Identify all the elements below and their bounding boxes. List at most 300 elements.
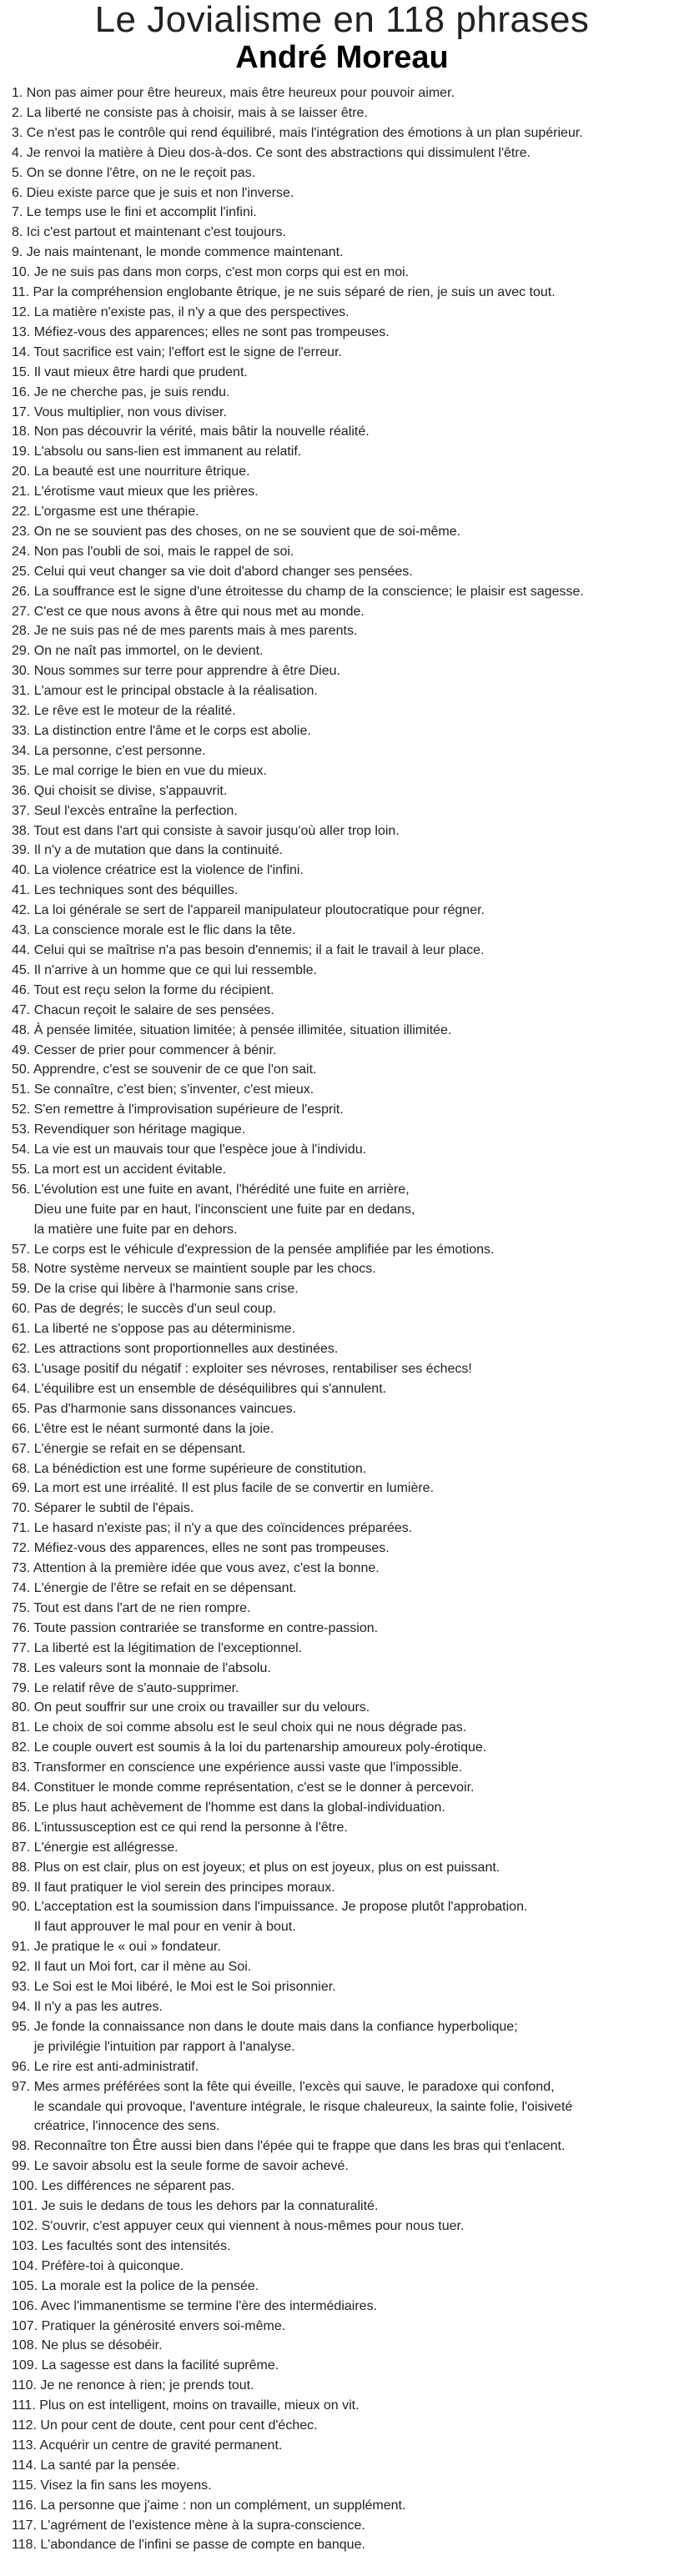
phrase-number: 33.: [12, 724, 34, 738]
phrase-number: 56.: [12, 1182, 34, 1197]
phrase-text: Les attractions sont proportionnelles aux destinées.: [33, 1342, 339, 1357]
phrase-item: [12, 661, 672, 681]
phrase-number: 28.: [12, 624, 34, 639]
phrase-number: 114.: [12, 2458, 41, 2473]
phrase-number: 41.: [12, 883, 34, 898]
phrase-text: Nous sommes sur terre pour apprendre à être Dieu.: [33, 664, 340, 679]
phrase-text: On ne se souvient pas des choses, on ne se souvient que de soi-même.: [33, 524, 461, 539]
phrase-text: L'agrément de l'existence mène à la supra-conscience.: [40, 2518, 365, 2533]
phrase-number: 75.: [12, 1600, 34, 1615]
phrase-text: La souffrance est le signe d'une étroitesse du champ de la conscience; le plaisir est sagesse.: [33, 584, 584, 599]
phrase-item: [12, 1818, 672, 1838]
phrase-text: Il vaut mieux être hardi que prudent.: [33, 364, 248, 379]
phrase-text: Il n'arrive à un homme que ce qui lui ressemble.: [33, 962, 317, 977]
phrase-number: 50.: [12, 1062, 33, 1077]
phrase-number: 85.: [12, 1800, 34, 1815]
phrase-item: [12, 363, 672, 383]
phrase-number: 111.: [12, 2398, 40, 2413]
phrase-item: [12, 2376, 672, 2396]
phrase-number: 99.: [12, 2159, 34, 2174]
phrase-item: [12, 801, 672, 821]
phrase-text: Pas de degrés; le succès d'un seul coup.: [33, 1302, 277, 1317]
phrase-item: [12, 1977, 672, 1997]
phrase-item: [12, 781, 672, 801]
phrase-text: On se donne l'être, on ne le reçoit pas.: [26, 165, 256, 180]
phrase-text: Seul l'excès entraîne la perfection.: [33, 803, 238, 818]
phrase-text: La liberté ne s'oppose pas au déterminisme.: [33, 1322, 296, 1337]
phrase-number: 13.: [12, 324, 34, 339]
phrase-number: 52.: [12, 1102, 34, 1117]
phrase-number: 98.: [12, 2139, 34, 2154]
phrase-number: 31.: [12, 684, 34, 699]
phrase-item: [12, 1957, 672, 1977]
phrase-text: Tout sacrifice est vain; l'effort est le signe de l'erreur.: [33, 344, 342, 359]
phrase-item: [12, 2137, 672, 2157]
phrase-text: La mort est un accident évitable.: [33, 1162, 227, 1177]
phrase-number: 78.: [12, 1660, 34, 1675]
phrase-text: Cesser de prier pour commencer à bénir.: [33, 1042, 277, 1057]
phrase-item: [12, 981, 672, 1001]
phrase-text: La personne que j'aime : non un complément, un supplément.: [40, 2498, 406, 2513]
phrase-text: La mort est une irréalité. Il est plus facile de se convertir en lumière.: [33, 1481, 435, 1496]
phrase-number: 115.: [12, 2478, 41, 2493]
phrase-text: Le couple ouvert est soumis à la loi du partenarship amoureux poly-érotique.: [33, 1740, 487, 1755]
phrase-item: [12, 183, 672, 203]
phrase-text: Je suis le dedans de tous les dehors par la connaturalité.: [41, 2199, 379, 2214]
phrase-text: L'absolu ou sans-lien est immanent au relatif.: [33, 444, 302, 459]
phrase-number: 112.: [12, 2418, 41, 2433]
phrase-item: [12, 2257, 672, 2277]
phrase-item: [12, 741, 672, 761]
phrase-text: La violence créatrice est la violence de l'infini.: [33, 863, 304, 878]
phrase-text: Méfiez-vous des apparences; elles ne sont pas trompeuses.: [33, 324, 390, 339]
phrase-item: [12, 2396, 672, 2416]
phrase-text: Visez la fin sans les moyens.: [40, 2478, 212, 2493]
phrase-item: [12, 1279, 672, 1299]
phrase-item: [12, 1698, 672, 1718]
phrase-item: [12, 1399, 672, 1419]
phrase-item: [12, 263, 672, 283]
phrase-item: [12, 1539, 672, 1559]
phrase-item: [12, 1240, 672, 1260]
phrase-item: [12, 143, 672, 163]
phrase-number: 95.: [12, 2019, 34, 2034]
phrase-number: 82.: [12, 1740, 34, 1755]
phrase-text: Méfiez-vous des apparences, elles ne sont pas trompeuses.: [33, 1541, 390, 1556]
phrase-number: 3.: [12, 125, 27, 140]
phrase-number: 24.: [12, 544, 34, 559]
phrase-item: [12, 2535, 672, 2555]
phrase-item: [12, 83, 672, 103]
phrase-number: 26.: [12, 584, 34, 599]
phrase-text: Qui choisit se divise, s'appauvrit.: [33, 783, 228, 798]
phrase-text: Les valeurs sont la monnaie de l'absolu.: [33, 1660, 271, 1675]
phrase-text: Non pas découvrir la vérité, mais bâtir la nouvelle réalité.: [33, 424, 370, 439]
phrase-text: Celui qui se maîtrise n'a pas besoin d'ennemis; il a fait le travail à leur place.: [33, 942, 485, 957]
phrase-item: [12, 2416, 672, 2436]
phrase-number: 66.: [12, 1421, 34, 1436]
phrase-text: Ici c'est partout et maintenant c'est toujours.: [26, 225, 286, 240]
phrase-number: 54.: [12, 1142, 34, 1157]
phrase-text: Les techniques sont des béquilles.: [33, 883, 239, 898]
phrase-number: 29.: [12, 644, 34, 659]
phrase-number: 92.: [12, 1960, 34, 1975]
phrase-text: L'énergie est allégresse.: [33, 1840, 179, 1855]
phrase-number: 34.: [12, 743, 34, 758]
phrase-text: Le choix de soi comme absolu est le seul choix qui ne nous dégrade pas.: [33, 1720, 467, 1735]
phrase-text: Apprendre, c'est se souvenir de ce que l'on sait.: [33, 1062, 317, 1077]
phrase-text: Le hasard n'existe pas; il n'y a que des coïncidences préparées.: [33, 1521, 413, 1536]
phrase-text: Acquérir un centre de gravité permanent.: [39, 2438, 283, 2453]
phrase-item: [12, 243, 672, 263]
phrase-item: [12, 761, 672, 781]
phrase-item: [12, 2317, 672, 2337]
phrase-text: Reconnaître ton Être aussi bien dans l'épée qui te frappe que dans les bras qui t'enlacent.: [33, 2139, 566, 2154]
phrase-text: S'ouvrir, c'est appuyer ceux qui viennent à nous-mêmes pour nous tuer.: [41, 2218, 465, 2233]
phrase-item: [12, 1758, 672, 1778]
phrase-item: [12, 1419, 672, 1439]
phrase-item: [12, 582, 672, 602]
phrase-number: 107.: [12, 2318, 42, 2333]
phrase-item: [12, 821, 672, 841]
phrase-number: 72.: [12, 1541, 34, 1556]
phrase-text: Le plus haut achèvement de l'homme est dans la global-individuation.: [33, 1800, 445, 1815]
phrase-text: L'abondance de l'infini se passe de compte en banque.: [40, 2538, 365, 2553]
phrase-item: [12, 522, 672, 542]
phrase-text: L'amour est le principal obstacle à la réalisation.: [33, 684, 318, 699]
phrase-text: La personne, c'est personne.: [33, 743, 206, 758]
phrase-item: [12, 442, 672, 462]
phrase-number: 22.: [12, 505, 34, 520]
phrase-item: [12, 681, 672, 701]
phrase-item: [12, 2456, 672, 2476]
phrase-item: [12, 123, 672, 143]
phrase-item: [12, 303, 672, 323]
phrase-item: [12, 403, 672, 423]
phrase-item: [12, 2476, 672, 2496]
phrase-item: [12, 1140, 672, 1160]
phrase-text: Tout est reçu selon la forme du récipient.: [33, 982, 274, 997]
phrase-text: Préfère-toi à quiconque.: [41, 2258, 184, 2273]
phrase-item: [12, 383, 672, 403]
phrase-item: [12, 1479, 672, 1499]
phrase-text: À pensée limitée, situation limitée; à pensée illimitée, situation illimitée.: [33, 1022, 452, 1037]
phrase-number: 74.: [12, 1580, 34, 1595]
phrase-number: 48.: [12, 1022, 34, 1037]
phrase-number: 68.: [12, 1461, 34, 1476]
phrase-number: 71.: [12, 1521, 34, 1536]
phrase-text: Je ne cherche pas, je suis rendu.: [33, 384, 230, 399]
phrase-text: L'équilibre est un ensemble de déséquilibres qui s'annulent.: [33, 1381, 387, 1396]
phrase-text: Tout est dans l'art qui consiste à savoir jusqu'où aller trop loin.: [33, 823, 400, 838]
phrase-item: [12, 2197, 672, 2217]
phrase-text: Je ne suis pas né de mes parents mais à mes parents.: [33, 624, 358, 639]
phrase-number: 80.: [12, 1700, 34, 1715]
phrase-text: Ne plus se désobéir.: [41, 2338, 163, 2353]
phrase-number: 16.: [12, 384, 34, 399]
phrase-item: [12, 1738, 672, 1758]
phrase-number: 32.: [12, 704, 34, 719]
phrase-number: 20.: [12, 464, 34, 480]
phrase-text: Je ne renonce à rien; je prends tout.: [40, 2378, 254, 2393]
phrase-item: [12, 1639, 672, 1659]
phrase-number: 113.: [12, 2438, 40, 2453]
phrase-item: [12, 1519, 672, 1539]
phrase-text: Constituer le monde comme représentation, c'est se le donner à percevoir.: [33, 1780, 475, 1795]
phrase-number: 100.: [12, 2179, 42, 2194]
phrase-number: 64.: [12, 1381, 34, 1396]
phrase-number: 42.: [12, 903, 34, 918]
phrase-item: [12, 1100, 672, 1120]
phrase-text: Il faut un Moi fort, car il mène au Soi.: [33, 1960, 252, 1975]
phrase-text: L'évolution est une fuite en avant, l'hérédité une fuite en arrière, Dieu une fuite par en haut, l'inconscient une fuite par en dedans, la matière une fuite par en dehors.: [33, 1182, 415, 1237]
phrase-item: [12, 1319, 672, 1339]
phrase-item: [12, 1439, 672, 1459]
phrase-item: [12, 2277, 672, 2297]
phrase-text: L'intussusception est ce qui rend la personne à l'être.: [33, 1820, 348, 1835]
phrase-text: Mes armes préférées sont la fête qui éveille, l'excès qui sauve, le paradoxe qui confond, le scandale qui provoque, l'aventure intégrale, le risque chaleureux, la sainte folie, l'oisiveté créatrice, l'innocence des sens.: [33, 2079, 573, 2134]
phrase-number: 10.: [12, 265, 34, 280]
phrase-item: [12, 2436, 672, 2456]
phrase-text: Il faut pratiquer le viol serein des principes moraux.: [33, 1880, 335, 1895]
phrase-item: [12, 2516, 672, 2536]
phrase-text: S'en remettre à l'improvisation supérieure de l'esprit.: [33, 1102, 344, 1117]
phrase-item: [12, 1299, 672, 1319]
phrase-item: [12, 562, 672, 582]
page-title: Le Jovialisme en 118 phrases: [94, 0, 590, 40]
phrase-number: 58.: [12, 1262, 34, 1277]
phrase-text: Le corps est le véhicule d'expression de la pensée amplifiée par les émotions.: [33, 1242, 495, 1257]
phrase-number: 118.: [12, 2538, 41, 2553]
phrase-number: 30.: [12, 664, 34, 679]
phrase-text: Transformer en conscience une expérience aussi vaste que l'impossible.: [33, 1760, 463, 1775]
phrase-number: 59.: [12, 1282, 34, 1297]
phrase-number: 91.: [12, 1940, 34, 1955]
phrase-item: [12, 941, 672, 961]
phrase-number: 15.: [12, 364, 34, 379]
phrase-text: La morale est la police de la pensée.: [41, 2278, 259, 2293]
phrase-number: 47.: [12, 1002, 34, 1017]
phrase-item: [12, 1579, 672, 1599]
phrase-number: 27.: [12, 604, 34, 619]
phrase-text: Ce n'est pas le contrôle qui rend équilibré, mais l'intégration des émotions à un plan supérieur.: [26, 125, 583, 140]
phrase-text: La loi générale se sert de l'appareil manipulateur ploutocratique pour régner.: [33, 903, 485, 918]
phrase-item: [12, 1041, 672, 1061]
phrase-text: Plus on est clair, plus on est joyeux; et plus on est joyeux, plus on est puissant.: [33, 1860, 500, 1875]
phrase-text: Je ne suis pas dans mon corps, c'est mon corps qui est en moi.: [33, 265, 410, 280]
phrase-number: 102.: [12, 2218, 42, 2233]
phrase-item: [12, 602, 672, 622]
phrase-text: Celui qui veut changer sa vie doit d'abord changer ses pensées.: [33, 564, 413, 579]
phrase-item: [12, 343, 672, 363]
phrase-number: 117.: [12, 2518, 41, 2533]
phrase-number: 38.: [12, 823, 34, 838]
phrase-text: Pratiquer la générosité envers soi-même.: [41, 2318, 286, 2333]
phrase-text: Séparer le subtil de l'épais.: [33, 1501, 194, 1516]
phrase-number: 5.: [12, 165, 27, 180]
phrase-item: [12, 1379, 672, 1399]
phrase-text: La beauté est une nourriture êtrique.: [33, 464, 250, 480]
phrase-number: 84.: [12, 1780, 34, 1795]
author-name: André Moreau: [235, 40, 449, 75]
phrase-text: Le Soi est le Moi libéré, le Moi est le Soi prisonnier.: [33, 1980, 336, 1995]
phrase-item: [12, 1559, 672, 1579]
phrase-text: Je nais maintenant, le monde commence maintenant.: [26, 245, 344, 260]
phrase-item: [12, 1180, 672, 1240]
phrase-number: 83.: [12, 1760, 34, 1775]
phrase-item: [12, 1838, 672, 1858]
phrase-text: Le rêve est le moteur de la réalité.: [33, 704, 236, 719]
phrase-text: Avec l'immanentisme se termine l'ère des intermédiaires.: [40, 2298, 378, 2313]
phrase-number: 105.: [12, 2278, 42, 2293]
phrase-text: La vie est un mauvais tour que l'espèce joue à l'individu.: [33, 1142, 367, 1157]
phrase-text: Chacun reçoit le salaire de ses pensées.: [33, 1002, 274, 1017]
phrase-text: Toute passion contrariée se transforme en contre-passion.: [33, 1620, 379, 1635]
phrase-number: 87.: [12, 1840, 34, 1855]
phrase-number: 61.: [12, 1322, 34, 1337]
phrase-item: [12, 1619, 672, 1639]
phrase-item: [12, 841, 672, 861]
phrase-item: [12, 1778, 672, 1798]
phrase-item: [12, 921, 672, 941]
phrase-number: 43.: [12, 923, 34, 938]
phrase-item: [12, 2077, 672, 2137]
phrase-item: [12, 1858, 672, 1878]
phrase-item: [12, 1897, 672, 1937]
phrase-item: [12, 323, 672, 343]
phrase-text: L'usage positif du négatif : exploiter ses névroses, rentabiliser ses échecs!: [33, 1362, 472, 1376]
phrase-number: 109.: [12, 2358, 42, 2373]
phrase-item: [12, 1060, 672, 1080]
phrase-number: 19.: [12, 444, 34, 459]
phrase-number: 18.: [12, 424, 34, 439]
phrase-number: 110.: [12, 2378, 41, 2393]
phrase-number: 4.: [12, 145, 27, 160]
phrase-number: 69.: [12, 1481, 34, 1496]
phrase-item: [12, 163, 672, 183]
phrase-number: 55.: [12, 1162, 34, 1177]
phrase-text: Par la compréhension englobante êtrique, je ne suis séparé de rien, je suis un avec tout.: [33, 285, 556, 300]
phrase-text: Non pas aimer pour être heureux, mais être heureux pour pouvoir aimer.: [26, 86, 455, 100]
phrase-item: [12, 103, 672, 123]
phrase-text: Vous multiplier, non vous diviser.: [33, 404, 227, 419]
phrase-text: La sagesse est dans la facilité suprême.: [41, 2358, 279, 2373]
phrase-number: 8.: [12, 225, 27, 240]
phrase-text: C'est ce que nous avons à être qui nous met au monde.: [33, 604, 365, 619]
phrase-text: Tout est dans l'art de ne rien rompre.: [33, 1600, 251, 1615]
phrase-number: 45.: [12, 962, 34, 977]
phrase-number: 40.: [12, 863, 34, 878]
phrase-number: 97.: [12, 2079, 34, 2094]
phrase-item: [12, 1359, 672, 1379]
phrase-item: [12, 961, 672, 981]
phrase-number: 37.: [12, 803, 34, 818]
phrase-number: 101.: [12, 2199, 42, 2214]
phrase-item: [12, 1937, 672, 1957]
phrase-item: [12, 1718, 672, 1738]
phrase-number: 76.: [12, 1620, 34, 1635]
phrase-number: 9.: [12, 245, 27, 260]
phrase-item: [12, 1459, 672, 1479]
phrase-text: Je fonde la connaissance non dans le doute mais dans la confiance hyperbolique; je privilégie l'intuition par rapport à l'analyse.: [33, 2019, 518, 2054]
phrase-number: 51.: [12, 1082, 34, 1097]
phrase-text: L'être est le néant surmonté dans la joie.: [33, 1421, 274, 1436]
phrase-item: [12, 2237, 672, 2257]
phrase-item: [12, 2177, 672, 2197]
phrase-number: 103.: [12, 2238, 42, 2253]
phrase-number: 81.: [12, 1720, 34, 1735]
phrase-item: [12, 1160, 672, 1180]
phrase-item: [12, 1001, 672, 1021]
phrase-number: 90.: [12, 1900, 34, 1915]
phrase-text: Je renvoi la matière à Dieu dos-à-dos. Ce sont des abstractions qui dissimulent l'être.: [26, 145, 531, 160]
phrase-text: Se connaître, c'est bien; s'inventer, c'est mieux.: [33, 1082, 314, 1097]
phrase-text: De la crise qui libère à l'harmonie sans crise.: [33, 1282, 299, 1297]
phrase-number: 106.: [12, 2298, 41, 2313]
phrase-number: 53.: [12, 1122, 34, 1137]
phrase-number: 36.: [12, 783, 34, 798]
phrase-text: Le temps use le fini et accomplit l'infini.: [26, 205, 257, 220]
phrase-text: La distinction entre l'âme et le corps est abolie.: [33, 724, 311, 738]
phrase-number: 86.: [12, 1820, 34, 1835]
phrase-item: [12, 422, 672, 442]
phrase-text: On ne naît pas immortel, on le devient.: [33, 644, 264, 659]
phrase-number: 57.: [12, 1242, 34, 1257]
phrase-text: La liberté est la légitimation de l'exceptionnel.: [33, 1640, 303, 1655]
phrase-text: L'orgasme est une thérapie.: [33, 505, 199, 520]
phrase-item: [12, 1798, 672, 1818]
phrase-item: [12, 1659, 672, 1679]
phrase-number: 63.: [12, 1362, 34, 1376]
phrase-number: 25.: [12, 564, 34, 579]
phrase-number: 104.: [12, 2258, 42, 2273]
phrase-number: 93.: [12, 1980, 34, 1995]
phrase-number: 6.: [12, 185, 27, 200]
phrase-item: [12, 1021, 672, 1041]
phrase-item: [12, 223, 672, 243]
phrase-item: [12, 621, 672, 641]
phrase-item: [12, 2217, 672, 2237]
phrase-item: [12, 542, 672, 562]
phrase-text: Le rire est anti-administratif.: [33, 2059, 199, 2074]
phrase-item: [12, 861, 672, 881]
phrase-text: La conscience morale est le flic dans la tête.: [33, 923, 296, 938]
phrase-text: Les différences ne séparent pas.: [41, 2179, 235, 2194]
phrase-item: [12, 1599, 672, 1619]
phrase-item: [12, 203, 672, 223]
phrase-number: 65.: [12, 1401, 34, 1416]
phrase-text: Notre système nerveux se maintient souple par les chocs.: [33, 1262, 376, 1277]
phrase-item: [12, 2336, 672, 2356]
phrase-item: [12, 1259, 672, 1279]
phrase-item: [12, 1997, 672, 2017]
phrase-text: Plus on est intelligent, moins on travaille, mieux on vit.: [39, 2398, 360, 2413]
phrase-number: 116.: [12, 2498, 41, 2513]
phrase-number: 23.: [12, 524, 34, 539]
phrase-list: [0, 83, 684, 2555]
phrase-number: 49.: [12, 1042, 34, 1057]
phrase-number: 70.: [12, 1501, 34, 1516]
phrase-item: [12, 2297, 672, 2317]
phrase-number: 79.: [12, 1680, 34, 1695]
phrase-item: [12, 1339, 672, 1359]
phrase-item: [12, 641, 672, 661]
phrase-number: 14.: [12, 344, 34, 359]
phrase-number: 17.: [12, 404, 34, 419]
phrase-text: La santé par la pensée.: [40, 2458, 180, 2473]
phrase-item: [12, 2057, 672, 2077]
phrase-item: [12, 482, 672, 502]
